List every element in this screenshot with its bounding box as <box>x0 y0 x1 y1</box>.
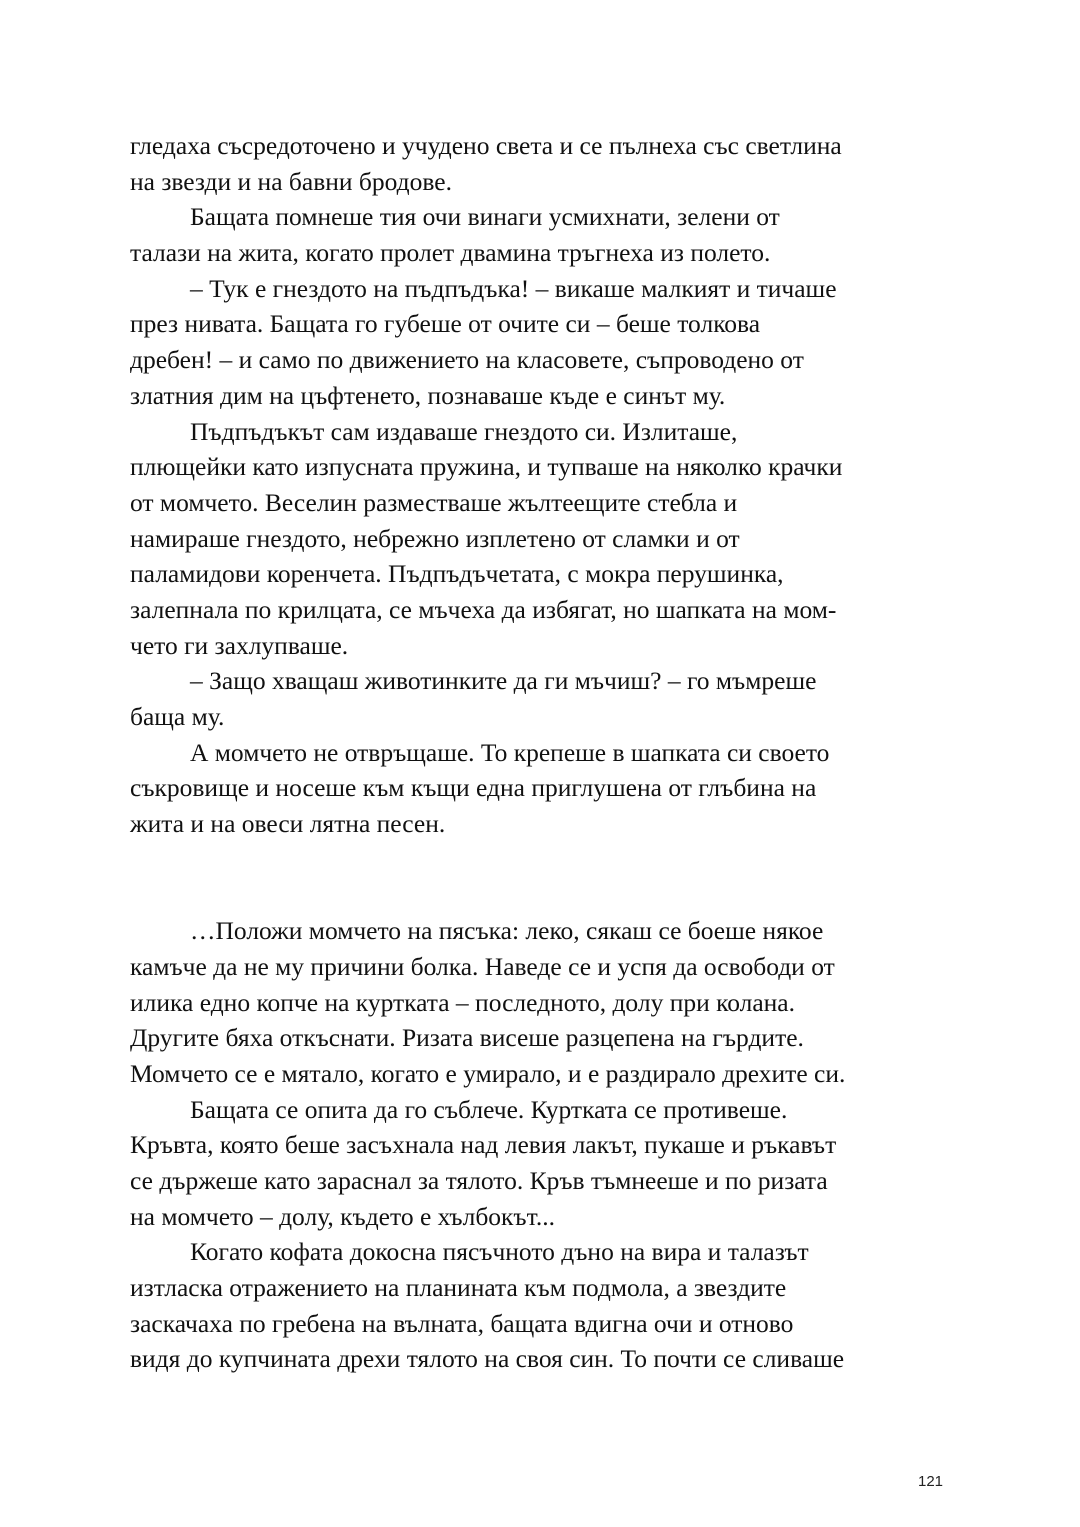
text-line: камъче да не му причини болка. Наведе се и успя да освободи от <box>130 951 835 981</box>
text-line: Момчето се е мятало, когато е умирало, и е раздирало дрехите си. <box>130 1058 846 1088</box>
text-line: дребен! – и само по движението на класовете, съпроводено от <box>130 345 804 375</box>
text-line: видя до купчината дрехи тялото на своя син. То почти се сливаше <box>130 1344 845 1374</box>
text-line: златния дим на цъфтенето, познаваше къде е синът му. <box>130 380 726 410</box>
page-number: 121 <box>918 1473 944 1490</box>
text-line: Бащата се опита да го съблече. Куртката се противеше. <box>190 1094 788 1124</box>
text-line: Бащата помнеше тия очи винаги усмихнати, зелени от <box>190 202 780 232</box>
text-line: – Защо хващаш животинките да ги мъчиш? – го мъмреше <box>190 666 817 696</box>
text-line: залепнала по крилцата, се мъчеха да избягат, но шапката на мом- <box>130 594 837 624</box>
text-line: паламидови коренчета. Пъдпъдъчетата, с мокра перушинка, <box>130 559 784 589</box>
text-line: плющейки като изпусната пружина, и тупваше на няколко крачки <box>130 452 843 482</box>
text-line: гледаха съсредоточено и учудено света и се пълнеха със светлина <box>130 131 842 160</box>
text-line: на звезди и на бавни бродове. <box>130 166 452 196</box>
text-line: от момчето. Веселин разместваше жълтеещите стебла и <box>130 487 738 517</box>
text-line: съкровище и носеше към къщи една приглушена от глъбина на <box>130 773 817 803</box>
text-line: изтласка отражението на планината към подмола, а звездите <box>130 1273 787 1303</box>
text-line: Когато кофата докосна пясъчното дъно на вира и талазът <box>190 1237 809 1267</box>
text-line: Кръвта, която беше засъхнала над левия лакът, пукаше и ръкавът <box>130 1130 837 1160</box>
text-line: Пъдпъдъкът сам издаваше гнездото си. Излиташе, <box>190 416 738 446</box>
section-break <box>130 842 950 913</box>
page-body-text <box>130 128 950 1377</box>
text-line: илика едно копче на куртката – последното, долу при колана. <box>130 987 796 1017</box>
text-line: талази на жита, когато пролет двамина тръгнеха из полето. <box>130 238 771 268</box>
text-line: Другите бяха откъснати. Ризата висеше разцепена на гърдите. <box>130 1023 804 1053</box>
text-line: на момчето – долу, където е хълбокът... <box>130 1201 555 1231</box>
text-line: баща му. <box>130 702 225 731</box>
text-line: А момчето не отвръщаше. То крепеше в шапката си своето <box>190 737 830 767</box>
text-line: …Положи момчето на пясъка: леко, сякаш се боеше някое <box>190 916 824 946</box>
text-line: чето ги захлупваше. <box>130 630 349 660</box>
text-line: заскачаха по гребена на вълната, бащата вдигна очи и отново <box>130 1308 794 1338</box>
text-line: през нивата. Бащата го губеше от очите си – беше толкова <box>130 309 761 339</box>
text-line: намираше гнездото, небрежно изплетено от сламки и от <box>130 523 740 553</box>
text-line: жита и на овеси лятна песен. <box>130 809 446 839</box>
text-line: се държеше като зараснал за тялото. Кръв тъмнееше и по ризата <box>130 1165 828 1195</box>
text-line: – Тук е гнездото на пъдпъдъка! – викаше малкият и тичаше <box>190 273 837 303</box>
